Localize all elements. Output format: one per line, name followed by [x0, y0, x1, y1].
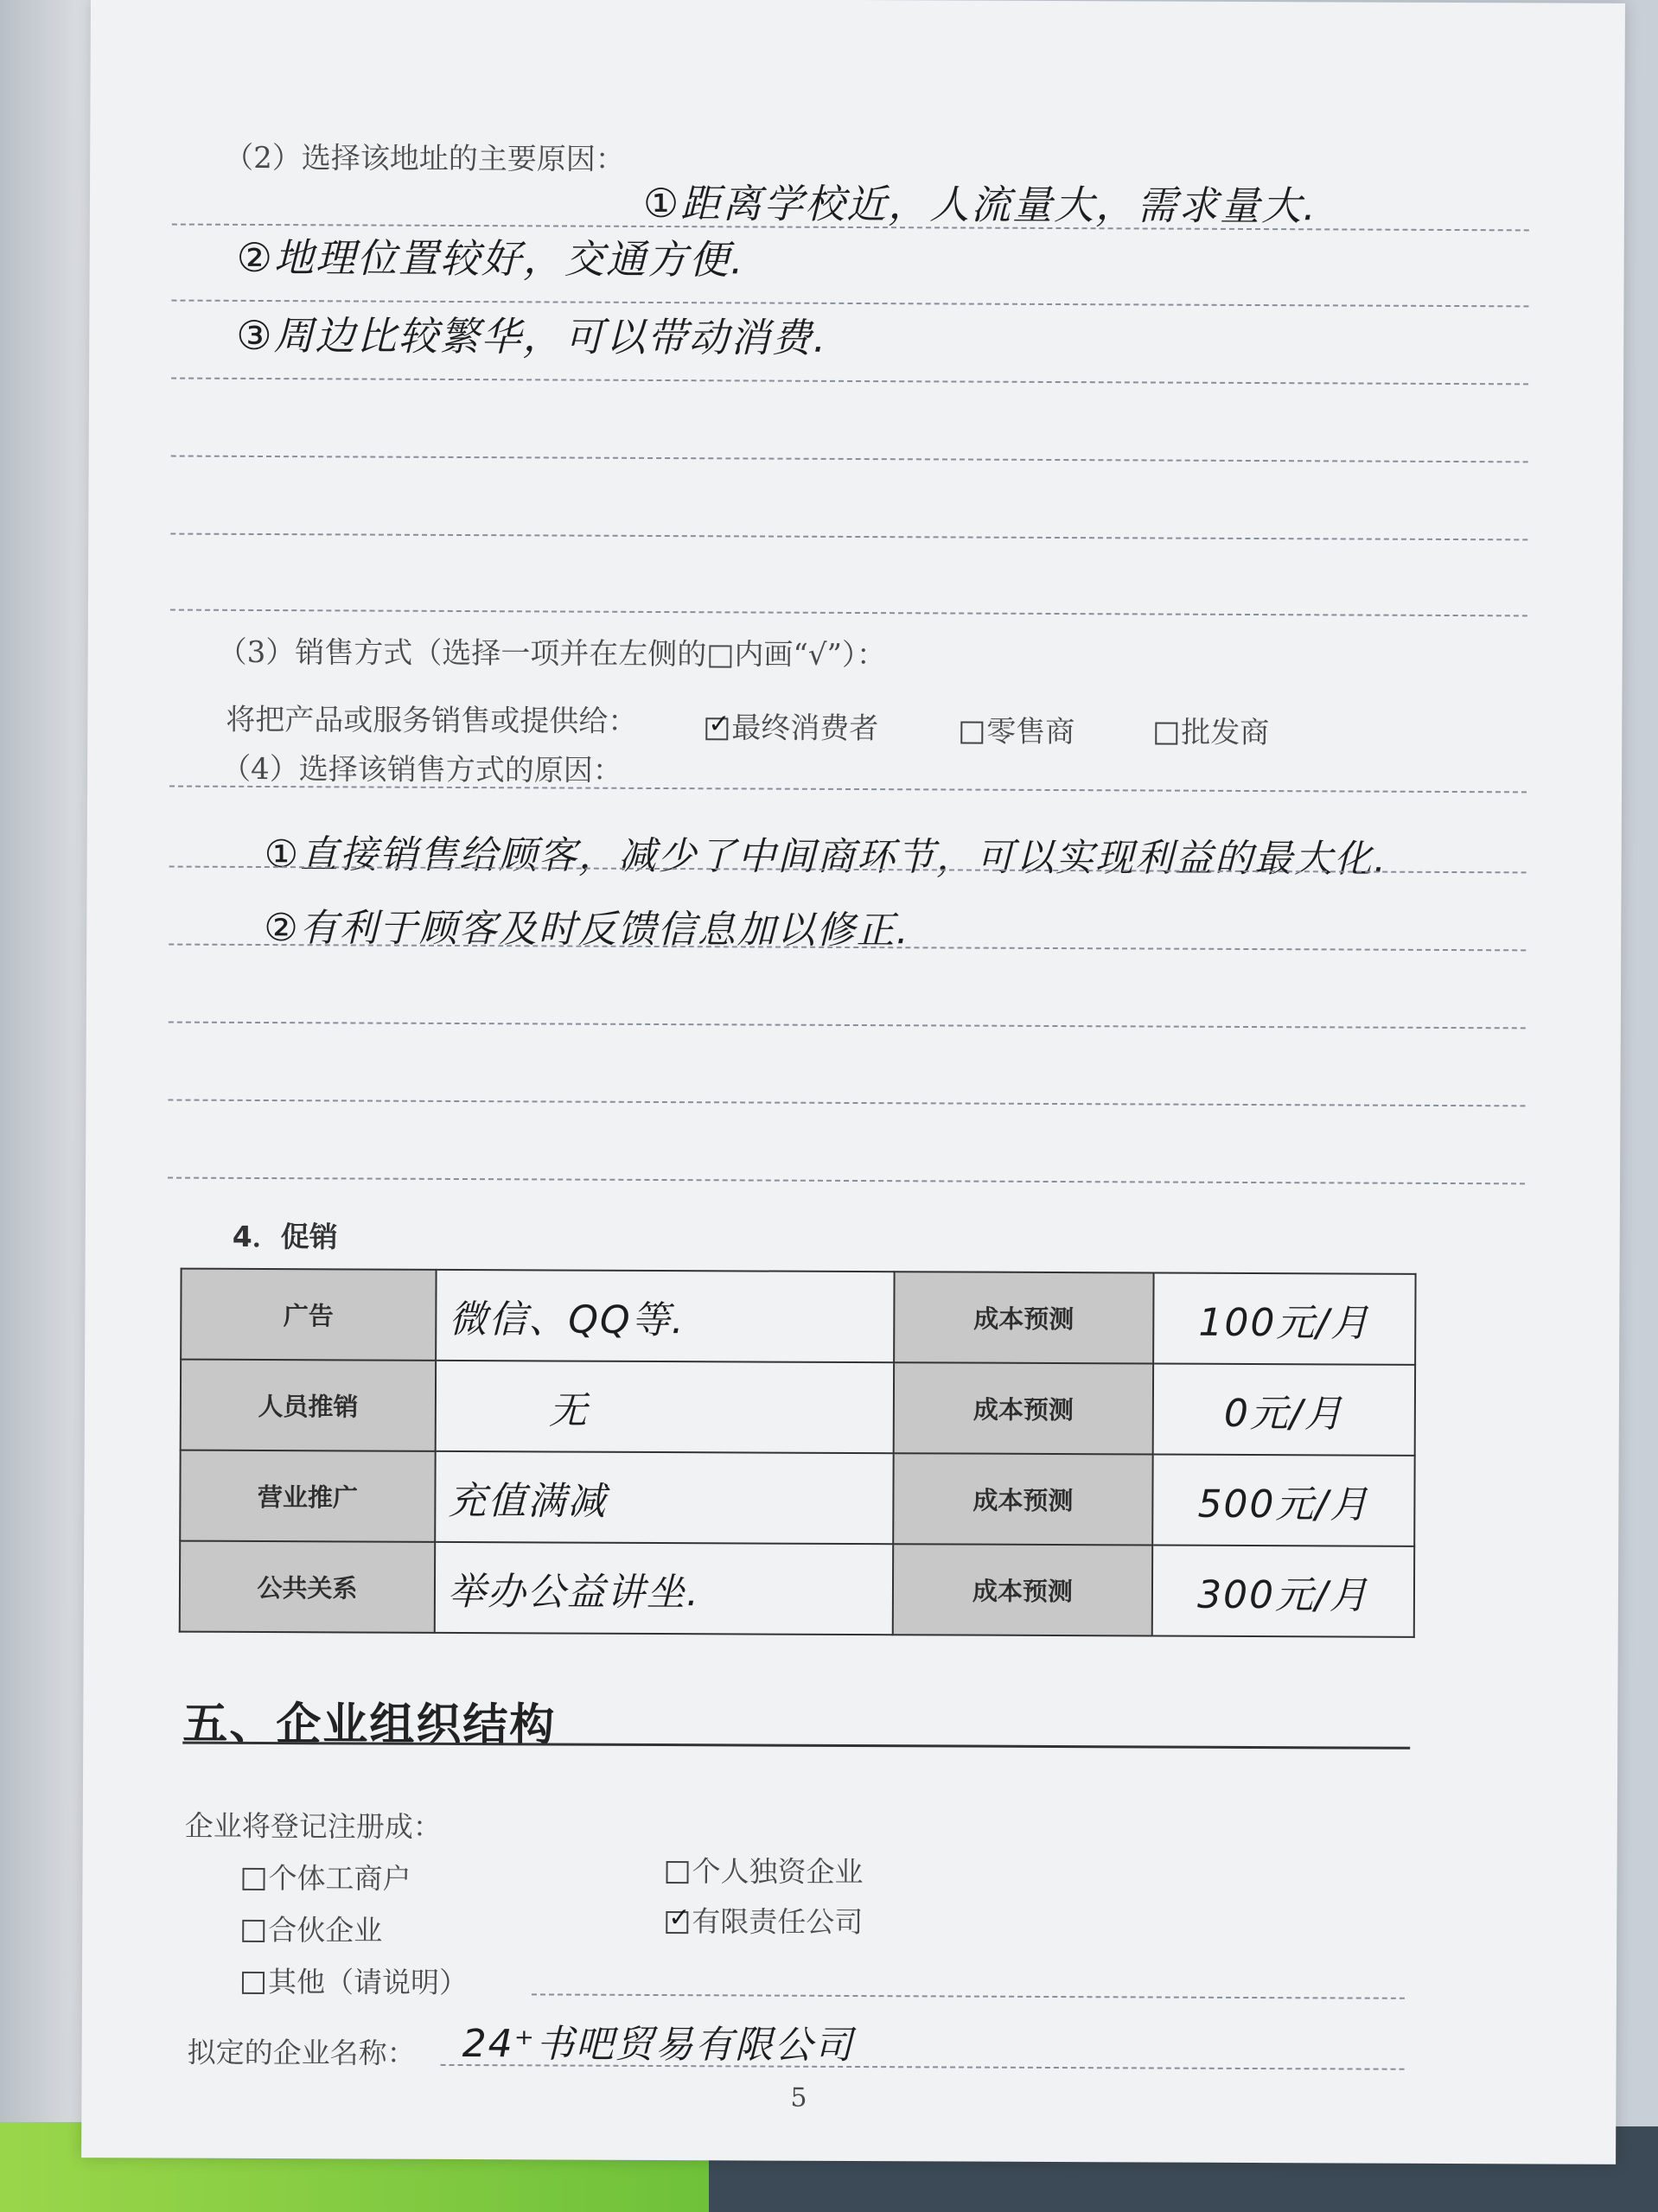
- sales-reason-answer-2: ②有利于顾客及时反馈信息加以修正.: [264, 906, 910, 953]
- plan-cell: 充值满减: [435, 1451, 893, 1544]
- option-limited-company[interactable]: ✓ 有限责任公司: [666, 1899, 863, 1941]
- page-edge-shadow: [0, 0, 95, 2135]
- plan-cell: 微信、QQ等.: [436, 1270, 894, 1362]
- checkbox[interactable]: [1155, 723, 1177, 745]
- cost-label: 成本预测: [893, 1453, 1152, 1545]
- option-end-consumer[interactable]: ✓ 最终消费者: [705, 704, 878, 747]
- row-label: 公共关系: [180, 1541, 435, 1633]
- row-label: 营业推广: [180, 1450, 435, 1542]
- option-sole-proprietorship[interactable]: 个人独资企业: [666, 1849, 863, 1890]
- page-number: 5: [790, 2082, 807, 2113]
- row-label: 广告: [181, 1269, 436, 1361]
- dotted-line: [169, 786, 1527, 794]
- location-answer-2: ②地理位置较好，交通方便.: [236, 233, 745, 284]
- option-retailer[interactable]: 零售商: [960, 708, 1075, 751]
- checkbox-checked[interactable]: [705, 717, 728, 740]
- cost-cell: 300元/月: [1152, 1546, 1414, 1637]
- cost-label: 成本预测: [893, 1544, 1152, 1635]
- company-name-prompt: 拟定的企业名称：: [187, 2035, 416, 2070]
- document-page: [81, 0, 1625, 2164]
- section-title: 五、企业组织结构: [182, 1698, 557, 1752]
- company-name-value: 24⁺书吧贸易有限公司: [462, 2022, 855, 2069]
- dotted-line: [168, 1100, 1525, 1107]
- sales-method-question: （3）销售方式（选择一项并在左侧的□内画“√”）：: [217, 634, 886, 673]
- dotted-line: [168, 1177, 1525, 1185]
- cost-cell: 0元/月: [1153, 1364, 1415, 1456]
- option-other[interactable]: 其他（请说明）: [242, 1960, 468, 2001]
- table-row: [181, 1269, 1415, 1365]
- dotted-line: [171, 456, 1528, 463]
- promotion-table: [179, 1268, 1417, 1638]
- location-answer-3: ③周边比较繁华，可以带动消费.: [236, 311, 828, 361]
- dotted-line: [171, 378, 1528, 386]
- checkbox[interactable]: [242, 1920, 265, 1942]
- table-row: [180, 1541, 1414, 1637]
- cost-label: 成本预测: [894, 1362, 1153, 1454]
- checkbox-checked[interactable]: [666, 1911, 688, 1934]
- cost-cell: 100元/月: [1153, 1273, 1415, 1365]
- sales-reason-question: （4）选择该销售方式的原因：: [221, 751, 622, 788]
- cost-cell: 500元/月: [1152, 1455, 1414, 1546]
- register-prompt: 企业将登记注册成：: [184, 1808, 442, 1844]
- cost-label: 成本预测: [894, 1272, 1153, 1363]
- table-row: [180, 1450, 1414, 1546]
- plan-cell: 举办公益讲坐.: [435, 1542, 893, 1635]
- option-individual-business[interactable]: 个体工商户: [242, 1856, 411, 1897]
- sales-reason-answer-1: ①直接销售给顾客，减少了中间商环节，可以实现利益的最大化.: [264, 832, 1388, 882]
- checkbox[interactable]: [242, 1972, 265, 1994]
- table-row: [181, 1360, 1415, 1456]
- other-input-line[interactable]: [532, 1993, 1405, 1998]
- plan-cell: 无: [436, 1361, 894, 1453]
- option-wholesaler[interactable]: 批发商: [1155, 709, 1269, 752]
- location-question: （2）选择该地址的主要原因：: [224, 140, 625, 177]
- checkbox[interactable]: [666, 1861, 688, 1884]
- dotted-line: [170, 533, 1527, 541]
- location-answer-1: ①距离学校近，人流量大，需求量大.: [642, 179, 1317, 230]
- checkbox[interactable]: [960, 722, 983, 744]
- dotted-line: [170, 609, 1527, 617]
- option-partnership[interactable]: 合伙企业: [242, 1908, 382, 1949]
- checkbox[interactable]: [242, 1868, 265, 1890]
- promotion-heading: 4．促销: [232, 1219, 338, 1254]
- row-label: 人员推销: [181, 1360, 436, 1451]
- sales-method-prompt: 将把产品或服务销售或提供给：: [226, 702, 638, 739]
- dotted-line: [169, 1022, 1526, 1030]
